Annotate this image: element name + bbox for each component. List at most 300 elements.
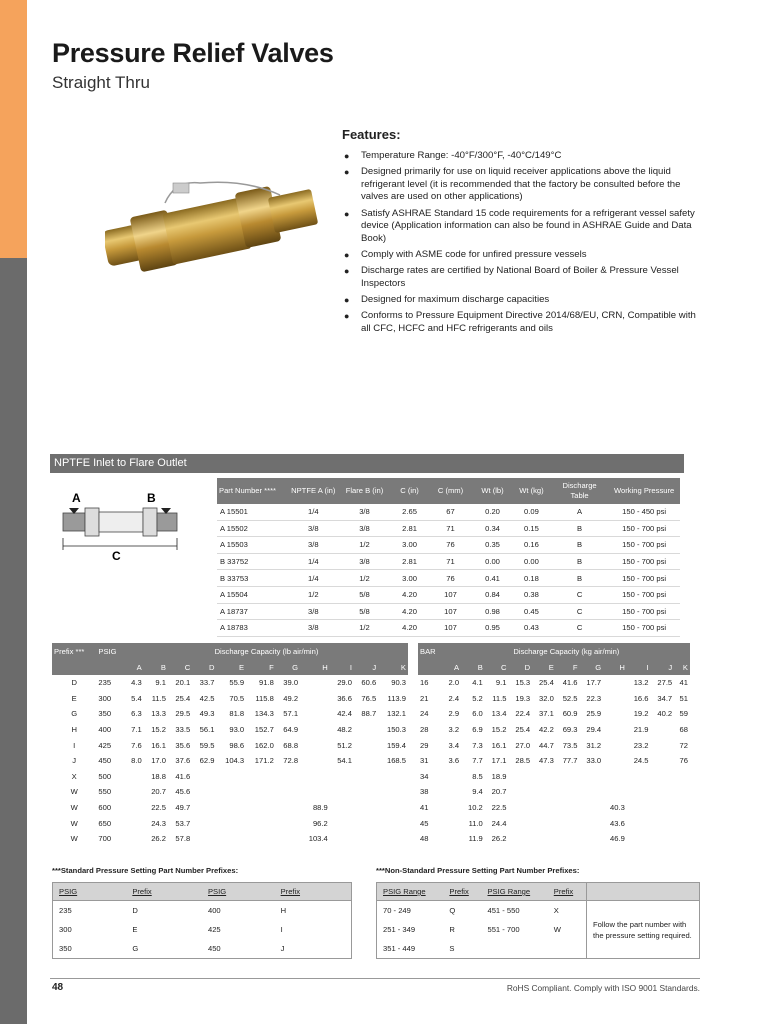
table-cell [246, 784, 276, 800]
col-header: H [300, 659, 330, 675]
table-cell: 41 [679, 678, 688, 688]
table-cell: J [280, 944, 285, 953]
feature-item: ● Discharge rates are certified by National Board of Boiler & Pressure Vessel Inspectors [342, 265, 707, 290]
table-cell [603, 753, 627, 769]
feature-item: ● Designed for maximum discharge capacities [342, 294, 707, 307]
col-header: K [378, 659, 408, 675]
col-header-psig: PSIG [96, 643, 125, 659]
table-cell: A 15502 [217, 520, 289, 537]
table-cell: 98.6 [229, 740, 245, 750]
table-cell [125, 815, 144, 831]
table-cell: 0.16 [512, 537, 551, 554]
col-header: C [485, 659, 509, 675]
table-cell: 22.4 [515, 709, 531, 719]
table-cell: 71 [428, 553, 473, 570]
table-cell: 93.0 [229, 725, 245, 735]
col-header: PSIG [53, 883, 127, 901]
table-row [418, 722, 690, 738]
table-cell: 1/4 [289, 504, 338, 520]
table-row [52, 831, 408, 847]
table-cell: 450 [98, 756, 112, 766]
table-cell: 9.4 [472, 787, 483, 797]
table-cell: 51 [679, 693, 688, 703]
table-row [418, 675, 690, 691]
table-cell: 2.65 [391, 504, 428, 520]
table-cell [674, 800, 690, 816]
table-cell: 0.45 [512, 603, 551, 620]
table-cell: 3/8 [289, 620, 338, 637]
table-cell: 27.5 [657, 678, 673, 688]
standard-prefixes-table [52, 882, 352, 959]
table-cell [300, 753, 330, 769]
table-cell: 4.20 [391, 620, 428, 637]
discharge-capacity-lb-table [52, 643, 408, 847]
table-cell [548, 939, 587, 959]
table-cell: 235 [59, 906, 72, 915]
table-cell [627, 769, 651, 785]
table-cell: 1/2 [289, 586, 338, 603]
table-cell: C [551, 586, 608, 603]
table-cell [300, 706, 330, 722]
table-cell [125, 831, 144, 847]
parts-table [217, 478, 680, 637]
table-row [418, 815, 690, 831]
table-cell: 15.3 [515, 678, 531, 688]
table-cell: 81.8 [229, 709, 245, 719]
table-cell [216, 831, 246, 847]
table-cell [603, 675, 627, 691]
table-cell: 15.2 [151, 725, 166, 735]
table-cell: B [551, 537, 608, 554]
col-header: B [144, 659, 168, 675]
table-cell: 4.20 [391, 586, 428, 603]
table-cell [330, 784, 354, 800]
table-cell [192, 815, 216, 831]
table-cell [603, 737, 627, 753]
table-cell [354, 753, 378, 769]
table-cell: 18.9 [491, 771, 507, 781]
table-cell [276, 784, 300, 800]
table-cell: 500 [98, 771, 112, 781]
table-cell: 40.2 [657, 709, 673, 719]
table-cell: 251 - 349 [383, 925, 416, 934]
col-header: I [627, 659, 651, 675]
col-header: NPTFE A (in) [289, 478, 338, 504]
col-header: F [246, 659, 276, 675]
col-header: C [168, 659, 192, 675]
table-cell [378, 784, 408, 800]
table-cell: 150 - 700 psi [608, 603, 680, 620]
table-cell: A 15501 [217, 504, 289, 520]
table-row [418, 706, 690, 722]
diagram-label-b: B [147, 491, 156, 505]
table-cell: 11.5 [492, 693, 507, 703]
table-cell: 700 [98, 834, 112, 844]
table-row [418, 691, 690, 707]
table-cell: 150 - 700 psi [608, 620, 680, 637]
table-cell: 4.20 [391, 603, 428, 620]
table-cell: 15.2 [491, 725, 507, 735]
table-cell: 48.2 [337, 725, 352, 735]
table-cell [378, 800, 408, 816]
table-cell: 400 [207, 906, 221, 915]
table-cell [443, 769, 461, 785]
table-row [217, 586, 680, 603]
table-cell [603, 784, 627, 800]
table-cell: X [553, 906, 559, 915]
table-cell [579, 831, 603, 847]
col-header: J [354, 659, 378, 675]
table-cell [216, 815, 246, 831]
table-cell [556, 784, 580, 800]
table-cell: 0.43 [512, 620, 551, 637]
table-cell: 104.3 [225, 756, 245, 766]
section-header: NPTFE Inlet to Flare Outlet [50, 454, 684, 473]
table-cell: 29.5 [175, 709, 191, 719]
table-cell: 20.7 [151, 787, 166, 797]
table-cell: 3/8 [289, 520, 338, 537]
table-row [53, 901, 352, 921]
table-cell: 53.7 [175, 818, 191, 828]
table-cell: 48 [420, 834, 429, 844]
table-cell: 24.3 [151, 818, 166, 828]
table-cell [603, 706, 627, 722]
table-cell: 57.1 [283, 709, 299, 719]
diagram-label-c: C [112, 549, 121, 563]
table-cell: W [70, 818, 78, 828]
table-cell [300, 675, 330, 691]
table-cell: 67 [428, 504, 473, 520]
table-cell: 64.9 [283, 725, 299, 735]
table-cell: 68 [679, 725, 688, 735]
table-cell: 60.6 [361, 678, 377, 688]
table-cell: 72.8 [283, 756, 299, 766]
table-cell: 17.0 [151, 756, 166, 766]
side-accent-orange [0, 0, 27, 258]
table-cell [125, 769, 144, 785]
table-cell: 49.2 [283, 693, 299, 703]
table-cell: 132.1 [386, 709, 406, 719]
table-cell: 57.8 [175, 834, 191, 844]
table-cell: 150 - 700 psi [608, 553, 680, 570]
table-cell: 9.1 [155, 678, 166, 688]
valve-photo [105, 175, 325, 280]
table-cell: 0.35 [473, 537, 512, 554]
table-cell: 107 [428, 620, 473, 637]
table-cell [532, 815, 556, 831]
col-header: Prefix [126, 883, 202, 901]
table-cell: 350 [59, 944, 72, 953]
table-cell: 76 [428, 537, 473, 554]
table-cell [330, 769, 354, 785]
table-cell: 38 [420, 787, 429, 797]
table-cell [378, 831, 408, 847]
nonstandard-prefixes-table [376, 882, 700, 959]
table-cell [627, 784, 651, 800]
table-cell [216, 784, 246, 800]
col-header: Prefix [275, 883, 352, 901]
table-row [52, 800, 408, 816]
table-cell: 11.9 [468, 834, 483, 844]
table-row [217, 504, 680, 520]
table-cell: 33.0 [586, 756, 602, 766]
table-cell: 71 [428, 520, 473, 537]
table-cell: 17.7 [586, 678, 602, 688]
table-cell: 52.5 [562, 693, 578, 703]
table-cell: 171.2 [254, 756, 274, 766]
table-cell: 168.5 [386, 756, 406, 766]
table-row [53, 939, 352, 959]
table-cell: 24.5 [633, 756, 649, 766]
table-cell: 2.81 [391, 553, 428, 570]
table-cell: 23.2 [633, 740, 649, 750]
table-cell: 31.2 [586, 740, 602, 750]
col-header: E [216, 659, 246, 675]
table-cell: A 15504 [217, 586, 289, 603]
table-cell: 150.3 [386, 725, 406, 735]
table-cell [300, 737, 330, 753]
table-cell: 152.7 [254, 725, 274, 735]
col-header: PSIG [202, 883, 275, 901]
table-cell: 20.7 [491, 787, 507, 797]
table-cell: 18.8 [151, 771, 166, 781]
table-cell [508, 831, 532, 847]
table-cell: 0.20 [473, 504, 512, 520]
table-cell [216, 800, 246, 816]
table-cell: 1/2 [338, 537, 391, 554]
table-cell: 59 [679, 709, 688, 719]
table-cell: 350 [98, 709, 112, 719]
col-header: Prefix [548, 883, 587, 901]
table-row [418, 737, 690, 753]
table-cell: 91.8 [259, 678, 274, 688]
col-header: PSIG Range [481, 883, 547, 901]
table-cell: 8.0 [131, 756, 142, 766]
table-row [377, 901, 700, 921]
table-cell: 8.5 [472, 771, 483, 781]
table-row [52, 815, 408, 831]
table-row [53, 920, 352, 939]
table-row [217, 603, 680, 620]
footer-text: RoHS Compliant. Comply with ISO 9001 Standards. [506, 983, 700, 993]
table-cell: G [132, 944, 139, 953]
table-cell: H [280, 906, 287, 915]
table-cell: 54.1 [337, 756, 352, 766]
table-cell: 45 [420, 818, 429, 828]
table-cell: 3/8 [338, 553, 391, 570]
table-cell: 88.7 [361, 709, 377, 719]
table-cell: 28 [420, 725, 429, 735]
table-cell [627, 815, 651, 831]
table-cell [650, 800, 674, 816]
table-cell [650, 831, 674, 847]
table-cell: 70.5 [229, 693, 245, 703]
table-cell: 32.0 [539, 693, 554, 703]
table-cell [674, 831, 690, 847]
table-cell [300, 769, 330, 785]
table-cell: 24.4 [491, 818, 507, 828]
table-cell [650, 722, 674, 738]
table-cell: 107 [428, 586, 473, 603]
table-cell [300, 722, 330, 738]
col-header: D [192, 659, 216, 675]
table-cell: 19.3 [515, 693, 531, 703]
table-cell [354, 769, 378, 785]
table-cell: 400 [98, 725, 112, 735]
table-cell: 39.0 [283, 678, 299, 688]
feature-item: ● Designed primarily for use on liquid receiver applications above the liquid refrigerant level (it is recommended that the factory be consulted before the valves are used on other applications) [342, 166, 707, 204]
table-cell [443, 831, 461, 847]
table-cell: 31 [420, 756, 429, 766]
table-cell: 16.6 [633, 693, 649, 703]
table-cell: 62.9 [199, 756, 215, 766]
table-cell: 0.98 [473, 603, 512, 620]
table-cell: 26.2 [151, 834, 166, 844]
table-cell: 3.00 [391, 570, 428, 587]
table-cell: 22.5 [151, 803, 166, 813]
table-cell [650, 784, 674, 800]
table-cell: W [553, 925, 561, 934]
table-cell: 13.4 [491, 709, 507, 719]
table-cell: 41.6 [562, 678, 578, 688]
col-header: Flare B (in) [338, 478, 391, 504]
table-cell [627, 800, 651, 816]
table-cell: 7.1 [131, 725, 142, 735]
table-cell [300, 784, 330, 800]
table-row [217, 553, 680, 570]
table-cell: 5/8 [338, 586, 391, 603]
table-cell: 0.38 [512, 586, 551, 603]
table-cell [674, 784, 690, 800]
table-cell: 22.3 [586, 693, 602, 703]
table-cell [556, 815, 580, 831]
table-cell: 5.4 [131, 693, 142, 703]
table-cell: 351 - 449 [383, 944, 416, 953]
table-row [418, 769, 690, 785]
table-cell: 34 [420, 771, 429, 781]
table-cell: 0.95 [473, 620, 512, 637]
table-cell: 550 [98, 787, 112, 797]
table-cell: G [71, 709, 78, 719]
table-cell [650, 753, 674, 769]
table-cell [532, 800, 556, 816]
table-cell: A [551, 504, 608, 520]
table-cell: 3.4 [448, 740, 460, 750]
table-cell: 44.7 [539, 740, 554, 750]
table-cell: 45.6 [175, 787, 191, 797]
table-cell [532, 769, 556, 785]
table-cell: B 33752 [217, 553, 289, 570]
table-cell: 55.9 [229, 678, 245, 688]
table-row [52, 753, 408, 769]
col-header: J [650, 659, 674, 675]
table-cell: B [551, 520, 608, 537]
table-row [217, 620, 680, 637]
table-row [52, 784, 408, 800]
table-cell: 19.2 [633, 709, 649, 719]
table-cell [443, 800, 461, 816]
table-cell: 9.1 [495, 678, 507, 688]
table-cell [246, 769, 276, 785]
table-cell [556, 831, 580, 847]
table-cell [443, 784, 461, 800]
table-cell [192, 784, 216, 800]
col-header-bar: BAR [418, 643, 443, 659]
table-cell [481, 939, 547, 959]
table-cell [354, 737, 378, 753]
table-row [217, 570, 680, 587]
table-cell: 13.2 [633, 678, 649, 688]
table-cell: 0.15 [512, 520, 551, 537]
table-cell: 3/8 [338, 520, 391, 537]
table-cell [330, 815, 354, 831]
table-cell [603, 722, 627, 738]
table-cell [276, 769, 300, 785]
page-title: Pressure Relief Valves [52, 38, 334, 68]
table-cell: 1/4 [289, 553, 338, 570]
table-cell: 33.5 [175, 725, 191, 735]
col-header-prefix: Prefix *** [52, 643, 96, 659]
col-header: D [508, 659, 532, 675]
table-cell: 60.9 [562, 709, 578, 719]
col-header: G [579, 659, 603, 675]
table-row [52, 769, 408, 785]
table-cell [330, 800, 354, 816]
table-cell: 0.00 [512, 553, 551, 570]
col-header: K [674, 659, 690, 675]
table-cell [330, 831, 354, 847]
table-cell: J [72, 756, 77, 766]
table-cell [125, 784, 144, 800]
table-cell [532, 784, 556, 800]
col-header: G [276, 659, 300, 675]
table-cell: 7.6 [131, 740, 142, 750]
table-cell: S [449, 944, 455, 953]
table-cell [579, 815, 603, 831]
table-cell [508, 815, 532, 831]
table-cell: 3.2 [448, 725, 460, 735]
table-cell [508, 800, 532, 816]
table-cell: 46.9 [610, 834, 625, 844]
table-cell: 159.4 [386, 740, 406, 750]
table-cell: 2.81 [391, 520, 428, 537]
table-cell: Q [449, 906, 456, 915]
table-cell: I [280, 925, 283, 934]
table-cell: 300 [59, 925, 72, 934]
table-cell: 650 [98, 818, 112, 828]
standard-prefixes-title: ***Standard Pressure Setting Part Number Prefixes: [52, 866, 239, 875]
table-cell [246, 815, 276, 831]
table-cell: 76 [679, 756, 688, 766]
table-cell: E [71, 693, 77, 703]
table-cell: 115.8 [255, 693, 274, 703]
table-cell [354, 800, 378, 816]
table-cell [216, 769, 246, 785]
table-cell: 90.3 [391, 678, 406, 688]
table-cell: 36.6 [337, 693, 352, 703]
table-cell: 5/8 [338, 603, 391, 620]
table-cell: 3.6 [448, 756, 460, 766]
table-cell: 69.3 [562, 725, 578, 735]
col-header: I [330, 659, 354, 675]
col-header: A [125, 659, 144, 675]
table-cell: 0.34 [473, 520, 512, 537]
feature-item: ● Conforms to Pressure Equipment Directive 2014/68/EU, CRN, Compatible with all CFC, HCFC and HFC refrigerants and oils [342, 310, 707, 335]
table-cell: 3/8 [338, 504, 391, 520]
table-cell [650, 737, 674, 753]
col-header-capacity: Discharge Capacity (kg air/min) [443, 643, 690, 659]
col-header: C (mm) [428, 478, 473, 504]
